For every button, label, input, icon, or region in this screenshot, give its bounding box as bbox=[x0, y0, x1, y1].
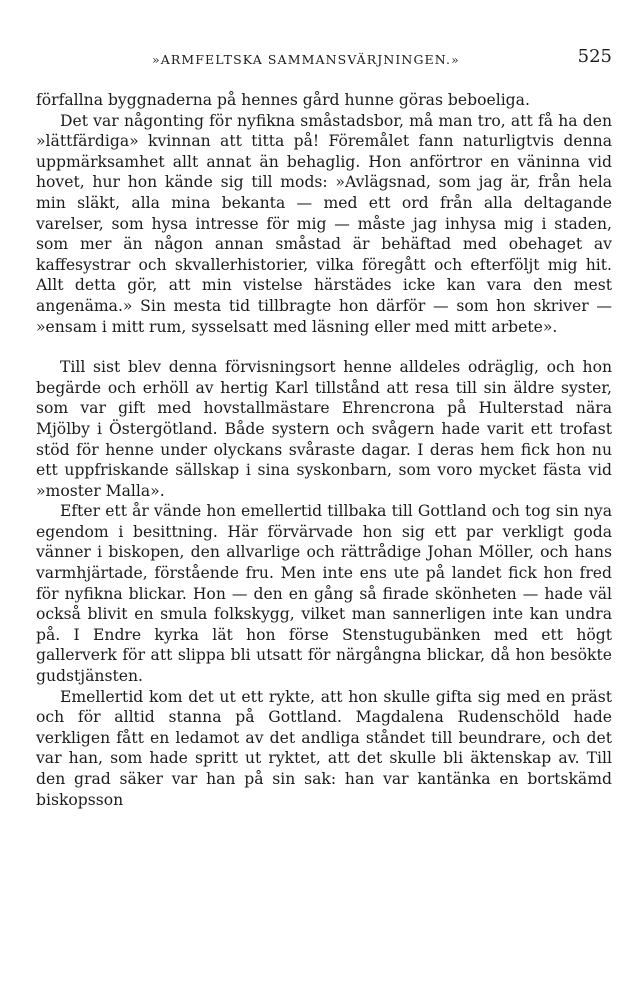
running-head bbox=[36, 44, 612, 74]
paragraph-curious-townsfolk: Det var någonting för nyfikna småstadsbor, må man tro, att få ha den »lättfärdiga» kvinnan att titta på! Föremålet fann naturligtvis denna uppmärksamhet allt annat än behaglig. Hon anförtror en väninna vid hovet, hur hon kände sig till mods: »Avlägsnad, som jag är, från hela min släkt, alla mina bekanta — med ett ord från alla deltagande varelser, som hysa intresse för mig — måste jag inhysa mig i staden, som mer än någon annan småstad är behäftad med obehaget av kaffesystrar och skvallerhistorier, vilka föregått och efterföljt mig hit. Allt detta gör, att min vistelse härstädes icke kan vara den mest angenäma.» Sin mesta tid tillbragte hon därför — som hon skriver — »ensam i mitt rum, sysselsatt med läsning eller med mitt arbete». bbox=[36, 111, 612, 336]
page-number: 525 bbox=[577, 46, 612, 67]
paragraph-return-to-gottland: Efter ett år vände hon emellertid tillbaka till Gottland och tog sin nya egendom i besittning. Här förvärvade hon sig ett par verkligt goda vänner i biskopen, den allvarlige och rättrådige Johan Möller, och hans varmhjärtade, förstående fru. Men inte ens ute på landet fick hon fred för nyfikna blickar. Hon — den en gång så firade skönheten — hade väl också blivit en smula folkskygg, vilket man sannerligen inte kan undra på. I Endre kyrka lät hon förse Stenstugubänken med ett högt gallerverk för att slippa bli utsatt för närgångna blickar, då hon besökte gudstjänsten. bbox=[36, 502, 612, 686]
book-page bbox=[36, 44, 612, 810]
running-title: »ARMFELTSKA SAMMANSVÄRJNINGEN.» bbox=[152, 52, 460, 67]
paragraph-marriage-rumor: Emellertid kom det ut ett rykte, att hon skulle gifta sig med en präst och för alltid stanna på Gottland. Magdalena Rudenschöld hade verkligen fått en ledamot av det andliga ståndet till beundrare, och det var han, som hade spritt ut ryktet, att det skulle bli äktenskap av. Till den grad säker var han på sin sak: han var kantänka en bortskämd biskopsson bbox=[36, 687, 612, 809]
paragraph-exile-unbearable: Till sist blev denna förvisningsort henne alldeles odräglig, och hon begärde och erhöll av hertig Karl tillstånd att resa till sin äldre syster, som var gift med hovstallmästare Ehrencrona på Hulterstad nära Mjölby i Östergötland. Både systern och svågern hade varit ett trofast stöd för henne under olyckans svåraste dagar. I deras hem fick hon nu ett uppfriskande sällskap i sina syskonbarn, som voro mycket fästa vid »moster Malla». bbox=[36, 358, 612, 500]
body-text bbox=[36, 90, 612, 810]
paragraph-continuation: förfallna byggnaderna på hennes gård hunne göras beboeliga. bbox=[36, 91, 530, 109]
